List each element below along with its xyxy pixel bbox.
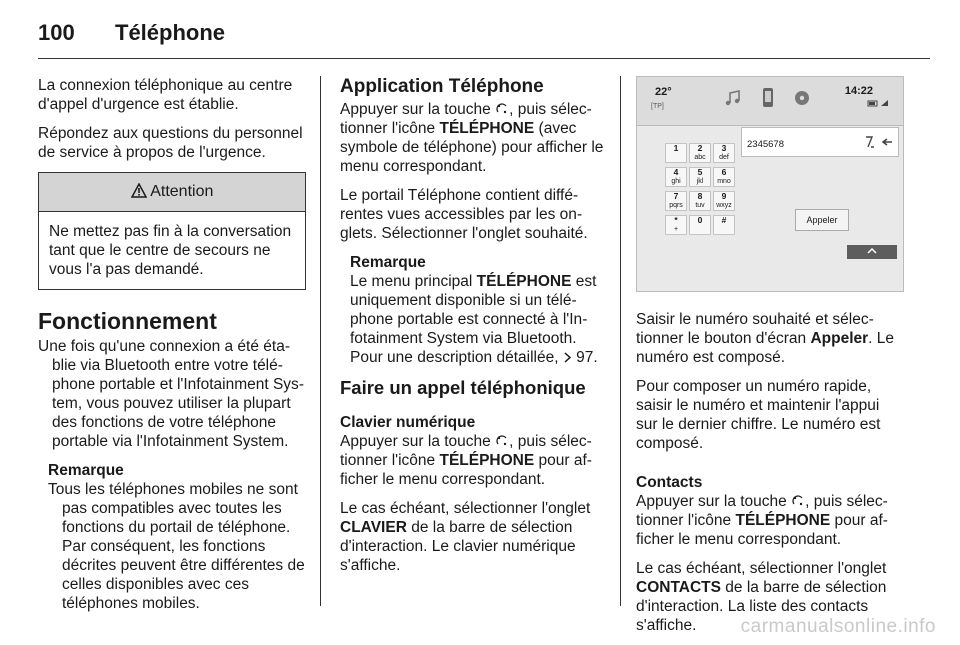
keypad-key-4[interactable]: 4 ghi (665, 167, 687, 187)
chevron-up-icon (867, 248, 877, 254)
dialed-number: 2345678 (747, 139, 784, 150)
header-rule (38, 58, 930, 59)
column-1 (38, 76, 306, 623)
page-header (38, 18, 930, 58)
call-button[interactable]: Appeler (795, 209, 849, 231)
column-divider-2 (620, 76, 621, 606)
keypad-paragraph-1: Appuyer sur la touche , puis sélectionner l'icône TÉLÉPHONE pour afficher le menu correspondant. (340, 433, 592, 488)
keypad-key-5[interactable]: 5 jkl (689, 167, 711, 187)
keypad-title: Clavier numérique (340, 414, 476, 431)
keypad-toggle-icon[interactable] (864, 135, 876, 149)
note-text: Le menu principal TÉLÉPHONE est uniquement disponible si un téléphone portable est connecté à l'Infotainment System via Bluetooth. Pour une description détaillée, 97. (350, 273, 598, 366)
watermark: carmanualsonline.info (740, 616, 936, 637)
subsection-heading-make-call: Faire un appel téléphonique (340, 377, 586, 398)
warning-icon (131, 183, 147, 198)
battery-signal-icon (867, 99, 889, 107)
status-bar (637, 77, 903, 126)
column-3 (636, 76, 904, 645)
contacts-paragraph-2: Le cas échéant, sélectionner l'onglet CONTACTS de la barre de sélection d'interaction. La liste des contacts s'affiche. (636, 560, 887, 634)
keypad-paragraph-2: Le cas échéant, sélectionner l'onglet CLAVIER de la barre de sélection d'interaction. Le clavier numérique s'affiche. (340, 500, 591, 574)
keypad-key-3[interactable]: 3 def (713, 143, 735, 163)
navigation-tab-icon (789, 85, 815, 111)
backspace-icon[interactable] (881, 136, 893, 148)
contacts-title: Contacts (636, 474, 703, 491)
section-heading-fonctionnement: Fonctionnement (38, 308, 217, 334)
keypad-key-6[interactable]: 6 mno (713, 167, 735, 187)
note-title: Remarque (350, 254, 426, 271)
phone-app-paragraph-2: Le portail Téléphone contient différentes vues accessibles par les onglets. Sélectionner l'onglet souhaité. (340, 187, 588, 242)
speed-dial-paragraph: Pour composer un numéro rapide, saisir le numéro et maintenir l'appui sur le dernier chiffre. Le numéro est composé. (636, 378, 881, 452)
temperature-readout: 22° (655, 86, 672, 98)
clock-readout: 14:22 (844, 85, 873, 97)
note-title: Remarque (48, 462, 124, 479)
note-block-2 (350, 253, 606, 367)
attention-header (39, 173, 305, 212)
keypad-key-star[interactable]: * + (665, 215, 687, 235)
phone-tab-icon (755, 85, 781, 111)
keypad-key-1[interactable]: 1 (665, 143, 687, 163)
keypad-key-2[interactable]: 2 abc (689, 143, 711, 163)
section-heading-phone-app: Application Téléphone (340, 76, 544, 97)
music-tab-icon (721, 85, 747, 111)
operation-paragraph: Une fois qu'une connexion a été établie via Bluetooth entre votre téléphone portable et l'Infotainment System, vous pouvez utiliser la plupart des fonctions de votre téléphone portable via l'Infotainment System. (38, 338, 304, 450)
keypad-key-0[interactable]: 0 (689, 215, 711, 235)
home-key-icon (495, 102, 509, 116)
home-key-icon (495, 434, 509, 448)
infotainment-screenshot (636, 76, 904, 292)
attention-box (38, 172, 306, 290)
column-2 (340, 76, 606, 585)
home-key-icon (791, 494, 805, 508)
phone-app-paragraph-1: Appuyer sur la touche , puis sélectionner l'icône TÉLÉPHONE (avec symbole de téléphone) pour afficher le menu correspondant. (340, 101, 604, 175)
interaction-bar-toggle[interactable] (847, 245, 897, 259)
intro-paragraph-1: La connexion téléphonique au centre d'appel d'urgence est établie. (38, 77, 293, 113)
page-number: 100 (38, 20, 75, 45)
keypad-key-9[interactable]: 9 wxyz (713, 191, 735, 211)
dial-paragraph: Saisir le numéro souhaité et sélectionner le bouton d'écran Appeler. Le numéro est composé. (636, 311, 895, 366)
dialed-number-field[interactable] (741, 127, 899, 157)
keypad-key-hash[interactable]: # (713, 215, 735, 235)
column-divider-1 (320, 76, 321, 606)
attention-text: Ne mettez pas fin à la conversation tant que le centre de secours ne vous l'a pas demandé. (49, 223, 292, 278)
keypad-key-8[interactable]: 8 tuv (689, 191, 711, 211)
intro-paragraph-2: Répondez aux questions du personnel de service à propos de l'urgence. (38, 125, 303, 161)
attention-title: Attention (150, 183, 214, 200)
numeric-keypad (665, 143, 733, 235)
note-text: Tous les téléphones mobiles ne sont pas compatibles avec toutes les fonctions du portail de téléphone. Par conséquent, les fonctions décrites peuvent être différentes de celles disponibles avec ces téléphones mobiles. (48, 481, 305, 612)
note-block-1 (48, 461, 306, 613)
chapter-title: Téléphone (115, 20, 226, 45)
keypad-key-7[interactable]: 7 pqrs (665, 191, 687, 211)
page-reference-icon (563, 352, 572, 363)
status-indicator: [TP] (651, 103, 664, 110)
contacts-paragraph-1: Appuyer sur la touche , puis sélectionner l'icône TÉLÉPHONE pour afficher le menu correspondant. (636, 493, 888, 548)
